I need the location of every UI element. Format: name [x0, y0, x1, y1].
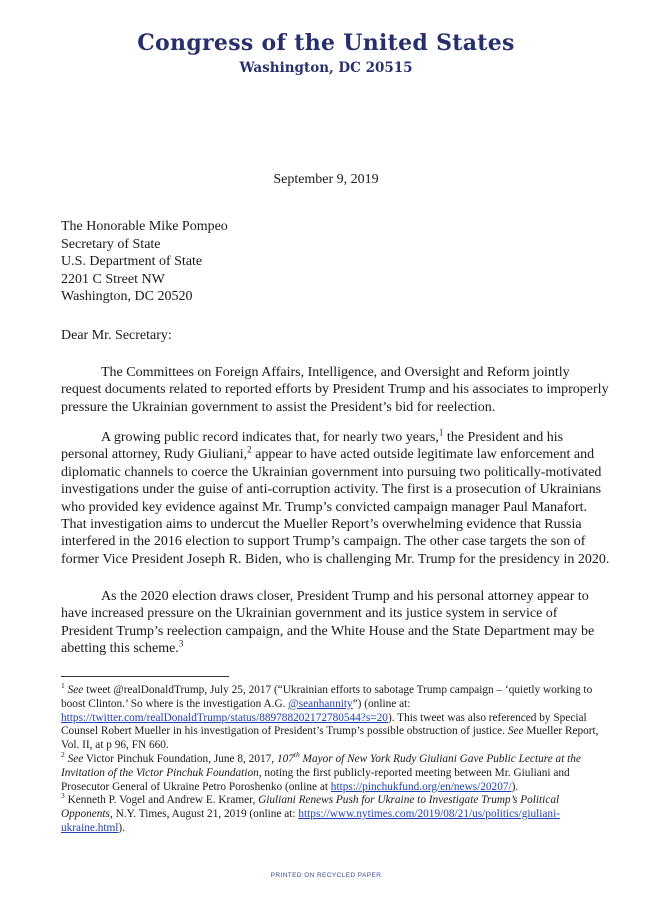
recipient-block: [61, 218, 228, 306]
footnote-number: 1: [61, 681, 65, 691]
footnote-text: ”) (online at:: [352, 697, 411, 710]
footnote-link-seanhannity[interactable]: @seanhannity: [288, 697, 353, 710]
paragraph-1: The Committees on Foreign Affairs, Intelligence, and Oversight and Reform jointly request documents related to reported efforts by President Trump and his associates to improperly pressure the Ukrainian government to assist the President’s bid for reelection.: [61, 365, 609, 415]
paragraph-2-text: the President and his personal attorney, Rudy Giuliani,: [61, 430, 564, 463]
recipient-line: U.S. Department of State: [61, 254, 203, 269]
paragraph-2-text: A growing public record indicates that, for nearly two years,: [101, 430, 439, 445]
footnotes: [61, 681, 613, 836]
footnote-link-nytimes[interactable]: https://www.nytimes.com/2019/08/21/us/politics/giuliani-ukraine.html: [61, 808, 560, 834]
footnote-text: tweet @realDonaldTrump, July 25, 2017 (“Ukrainian efforts to sabotage Trump campaign – ‘quietly working to boost Clinton.’ So where is the investigation A.G.: [61, 684, 593, 710]
recipient-line: 2201 C Street NW: [61, 271, 165, 287]
footnote-see: See: [67, 752, 84, 765]
paragraph-3: [61, 588, 613, 658]
paragraph-3-text: As the 2020 election draws closer, President Trump and his personal attorney appear to have increased pressure on the Ukrainian government and its justice system in service of President Trump’s reelection campaign, and the White House and the State Department may be abetting this scheme.: [61, 589, 595, 657]
footnote-divider: [61, 676, 229, 677]
footnote-ref-2: 2: [247, 444, 252, 455]
footnote-title-sup: th: [293, 750, 300, 760]
footnote-ref-1: 1: [438, 427, 444, 438]
footnote-link-pinchukfund[interactable]: https://pinchukfund.org/en/news/20207/: [330, 780, 512, 793]
footnote-number: 2: [61, 750, 65, 760]
footnote-text: ). This tweet was also referenced by Special Counsel Robert Mueller in his investigation of President’s Trump’s possible obstruction of justice.: [61, 711, 587, 738]
footnote-text: noting the first publicly-reported meeting between Mr. Giuliani and Prosecutor General of Ukraine Petro Poroshenko (online at: [61, 766, 570, 793]
recipient-line: Secretary of State: [61, 236, 161, 252]
footnote-1: [61, 681, 613, 753]
letterhead-title: Congress of the United States: [137, 30, 515, 56]
footnote-ref-3: 3: [178, 638, 184, 649]
footnote-text: ).: [511, 780, 519, 793]
footnote-text: N.Y. Times, August 21, 2019 (online at:: [112, 808, 299, 821]
footnote-2: [61, 750, 613, 794]
footnote-see: See: [67, 684, 84, 696]
letter-date: September 9, 2019: [273, 172, 379, 187]
footnote-text: Victor Pinchuk Foundation, June 8, 2017,: [83, 752, 277, 765]
paragraph-2: [61, 429, 613, 568]
footnote-title-part: Mayor of New York Rudy Giuliani Gave Public Lecture at the Invitation of the Victor Pinchuk Foundation,: [61, 752, 581, 779]
footnote-3: [61, 791, 613, 835]
footnote-text: ).: [118, 821, 126, 834]
footnote-see: See: [507, 725, 524, 738]
paragraph-2-text: appear to have acted outside legitimate law enforcement and diplomatic channels to coerce the Ukrainian government into pursuing two politically-motivated investigations under the guise of anti-corruption activity. The first is a prosecution of Ukrainians who provided key evidence against Mr. Trump’s convicted campaign manager Paul Manafort. That investigation aims to undercut the Mueller Report’s overwhelming evidence that Russia interfered in the 2016 election to support Trump’s campaign. The other case targets the son of former Vice President Joseph R. Biden, who is challenging Mr. Trump for the presidency in 2020.: [61, 447, 610, 567]
footnote-text: Mueller Report, Vol. II, at p 96, FN 660.: [61, 725, 599, 752]
salutation: Dear Mr. Secretary:: [61, 328, 172, 343]
letterhead-address: Washington, DC 20515: [239, 60, 413, 76]
footnote-title-part: 107: [276, 752, 294, 765]
recipient-line: Washington, DC 20520: [61, 289, 193, 304]
footnote-number: 3: [61, 791, 65, 801]
recipient-line: The Honorable Mike Pompeo: [61, 219, 228, 234]
printed-on-recycled-paper: PRINTED ON RECYCLED PAPER: [270, 872, 382, 879]
footnote-title: Giuliani Renews Push for Ukraine to Investigate Trump’s Political Opponents,: [61, 794, 560, 821]
footnote-text: Kenneth P. Vogel and Andrew E. Kramer,: [64, 794, 259, 807]
footnote-link-twitter[interactable]: https://twitter.com/realDonaldTrump/status/889788202172780544?s=20: [61, 711, 388, 724]
